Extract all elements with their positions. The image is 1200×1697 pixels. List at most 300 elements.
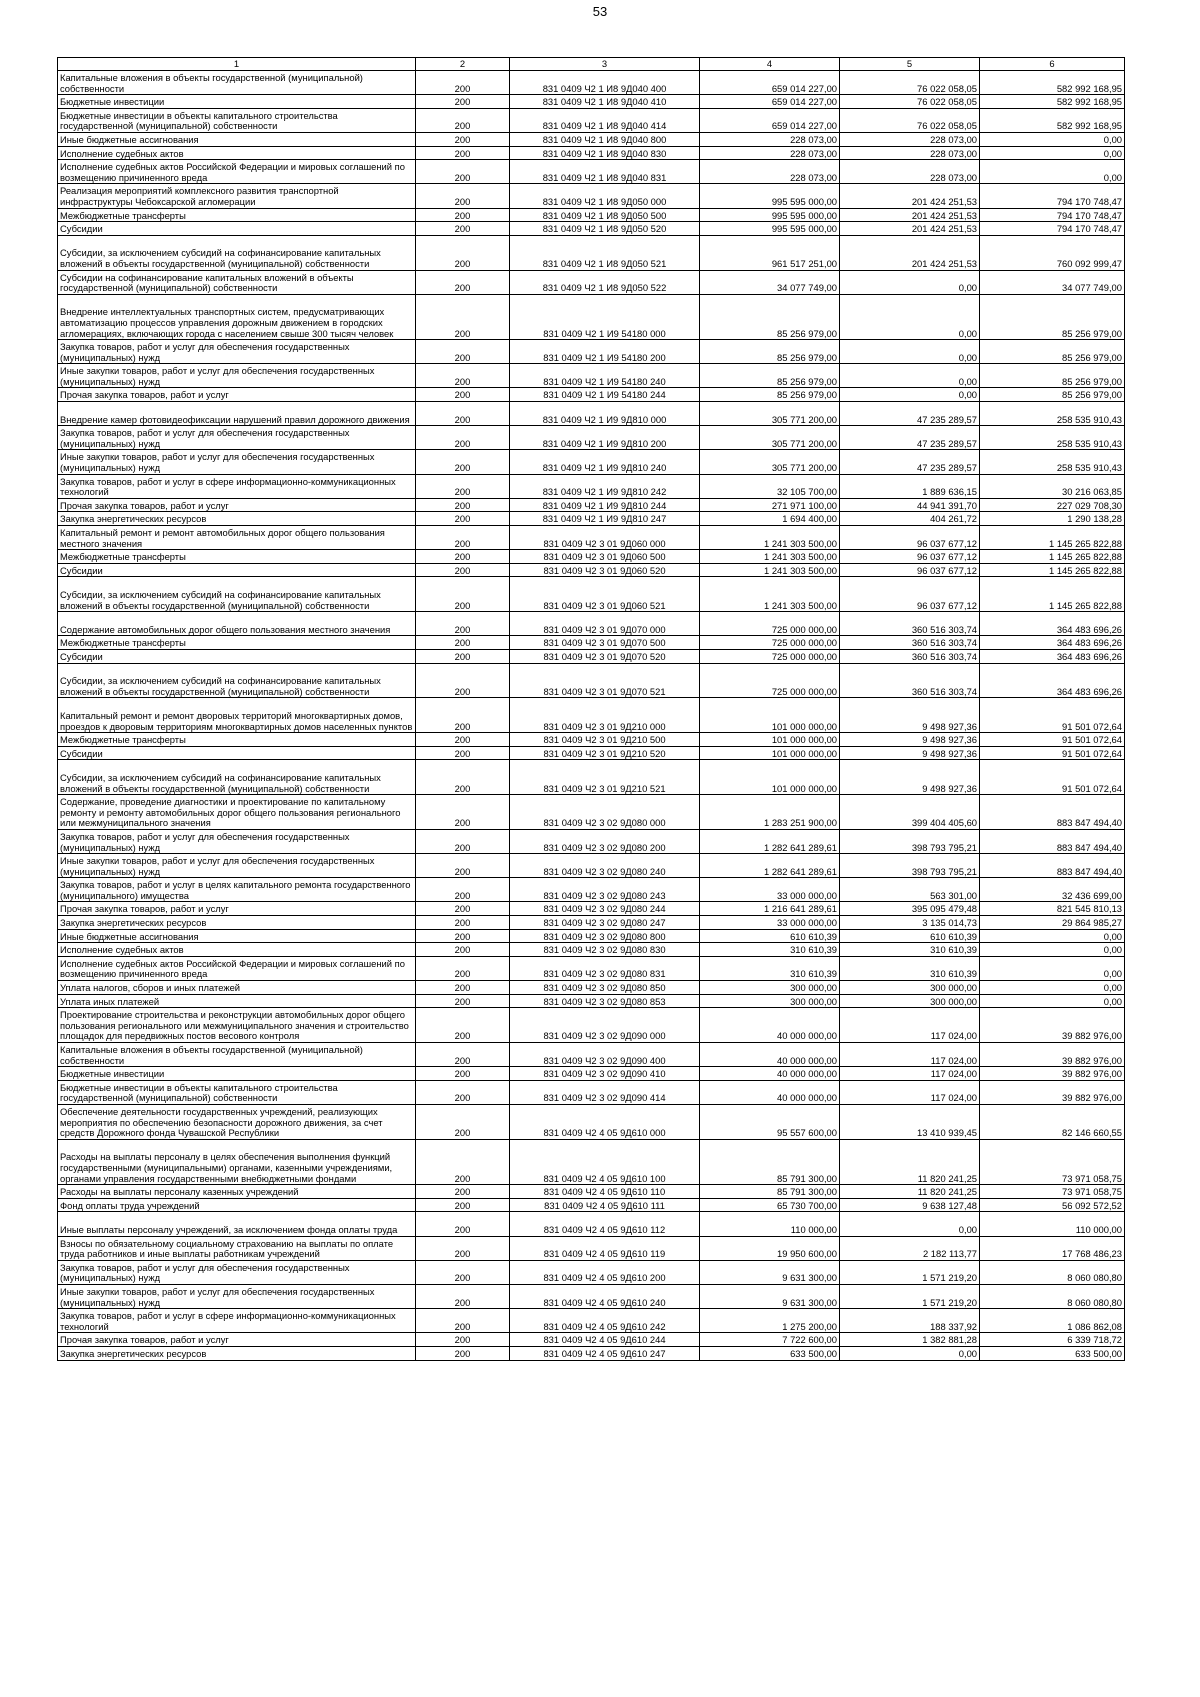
- table-row: [58, 929, 1125, 943]
- row-unexecuted: 91 501 072,64: [980, 746, 1125, 760]
- row-approved: 310 610,39: [700, 956, 840, 980]
- row-approved: 101 000 000,00: [700, 698, 840, 733]
- row-name: Иные бюджетные ассигнования: [58, 929, 416, 943]
- table-row: [58, 450, 1125, 474]
- row-executed: 76 022 058,05: [840, 108, 980, 132]
- row-unexecuted: 1 086 862,08: [980, 1309, 1125, 1333]
- row-budget-code: 831 0409 Ч2 4 05 9Д610 240: [510, 1284, 700, 1308]
- row-name: Субсидии: [58, 649, 416, 663]
- row-code: 200: [416, 994, 510, 1008]
- row-name: Исполнение судебных актов Российской Федерации и мировых соглашений по возмещению причиненного вреда: [58, 160, 416, 184]
- row-name: Субсидии, за исключением субсидий на софинансирование капитальных вложений в объекты государственной (муниципальной) собственности: [58, 663, 416, 698]
- row-name: Бюджетные инвестиции: [58, 95, 416, 109]
- row-executed: 398 793 795,21: [840, 829, 980, 853]
- row-approved: 659 014 227,00: [700, 95, 840, 109]
- column-header-3: 3: [510, 58, 700, 71]
- row-executed: 9 498 927,36: [840, 746, 980, 760]
- row-approved: 85 791 300,00: [700, 1185, 840, 1199]
- row-unexecuted: 582 992 168,95: [980, 108, 1125, 132]
- row-approved: 65 730 700,00: [700, 1198, 840, 1212]
- row-name: Капитальный ремонт и ремонт дворовых территорий многоквартирных домов, проездов к дворовым территориям многоквартирных домов населенных пунктов: [58, 698, 416, 733]
- row-approved: 85 256 979,00: [700, 388, 840, 402]
- row-executed: 11 820 241,25: [840, 1139, 980, 1184]
- row-executed: 0,00: [840, 388, 980, 402]
- table-row: [58, 1284, 1125, 1308]
- table-row: [58, 829, 1125, 853]
- row-executed: 9 498 927,36: [840, 760, 980, 795]
- row-executed: 228 073,00: [840, 146, 980, 160]
- row-unexecuted: 0,00: [980, 146, 1125, 160]
- row-name: Внедрение камер фотовидеофиксации нарушений правил дорожного движения: [58, 402, 416, 426]
- row-approved: 1 241 303 500,00: [700, 526, 840, 550]
- row-unexecuted: 29 864 985,27: [980, 916, 1125, 930]
- row-approved: 633 500,00: [700, 1346, 840, 1360]
- row-name: Субсидии: [58, 222, 416, 236]
- row-budget-code: 831 0409 Ч2 4 05 9Д610 247: [510, 1346, 700, 1360]
- table-row: [58, 1185, 1125, 1199]
- row-budget-code: 831 0409 Ч2 3 02 9Д090 000: [510, 1008, 700, 1043]
- table-row: [58, 994, 1125, 1008]
- row-approved: 1 216 641 289,61: [700, 902, 840, 916]
- table-row: [58, 160, 1125, 184]
- row-unexecuted: 110 000,00: [980, 1212, 1125, 1236]
- row-name: Бюджетные инвестиции в объекты капитального строительства государственной (муниципальной) собственности: [58, 108, 416, 132]
- row-budget-code: 831 0409 Ч2 3 01 9Д070 500: [510, 636, 700, 650]
- row-approved: 305 771 200,00: [700, 426, 840, 450]
- row-approved: 228 073,00: [700, 160, 840, 184]
- table-row: [58, 760, 1125, 795]
- row-executed: 96 037 677,12: [840, 563, 980, 577]
- row-executed: 201 424 251,53: [840, 222, 980, 236]
- row-executed: 310 610,39: [840, 956, 980, 980]
- row-name: Капитальные вложения в объекты государственной (муниципальной) собственности: [58, 1043, 416, 1067]
- row-approved: 1 241 303 500,00: [700, 550, 840, 564]
- row-code: 200: [416, 577, 510, 612]
- row-executed: 610 610,39: [840, 929, 980, 943]
- row-executed: 47 235 289,57: [840, 402, 980, 426]
- row-budget-code: 831 0409 Ч2 3 02 9Д090 414: [510, 1080, 700, 1104]
- row-code: 200: [416, 474, 510, 498]
- row-name: Внедрение интеллектуальных транспортных систем, предусматривающих автоматизацию процессов управления дорожным движением в городских агломерациях, включающих города с населением свыше 300 тысяч человек: [58, 294, 416, 339]
- table-row: [58, 1105, 1125, 1140]
- row-executed: 9 498 927,36: [840, 733, 980, 747]
- row-code: 200: [416, 450, 510, 474]
- row-executed: 395 095 479,48: [840, 902, 980, 916]
- page-number: 53: [592, 4, 608, 19]
- row-code: 200: [416, 746, 510, 760]
- row-code: 200: [416, 698, 510, 733]
- row-executed: 96 037 677,12: [840, 526, 980, 550]
- row-unexecuted: 0,00: [980, 956, 1125, 980]
- row-executed: 9 638 127,48: [840, 1198, 980, 1212]
- table-row: [58, 1260, 1125, 1284]
- row-unexecuted: 883 847 494,40: [980, 854, 1125, 878]
- row-executed: 11 820 241,25: [840, 1185, 980, 1199]
- table-row: [58, 108, 1125, 132]
- row-budget-code: 831 0409 Ч2 3 02 9Д090 410: [510, 1067, 700, 1081]
- row-code: 200: [416, 1105, 510, 1140]
- row-code: 200: [416, 956, 510, 980]
- row-executed: 117 024,00: [840, 1008, 980, 1043]
- row-code: 200: [416, 854, 510, 878]
- row-code: 200: [416, 426, 510, 450]
- row-unexecuted: 821 545 810,13: [980, 902, 1125, 916]
- row-unexecuted: 1 145 265 822,88: [980, 563, 1125, 577]
- row-approved: 961 517 251,00: [700, 235, 840, 270]
- table-row: [58, 474, 1125, 498]
- row-approved: 1 283 251 900,00: [700, 795, 840, 830]
- row-code: 200: [416, 1333, 510, 1347]
- row-approved: 610 610,39: [700, 929, 840, 943]
- row-name: Иные выплаты персоналу учреждений, за исключением фонда оплаты труда: [58, 1212, 416, 1236]
- row-name: Капитальный ремонт и ремонт автомобильных дорог общего пользования местного значения: [58, 526, 416, 550]
- row-code: 200: [416, 760, 510, 795]
- row-approved: 40 000 000,00: [700, 1043, 840, 1067]
- row-name: Закупка товаров, работ и услуг для обеспечения государственных (муниципальных) нужд: [58, 829, 416, 853]
- row-executed: 117 024,00: [840, 1067, 980, 1081]
- row-executed: 310 610,39: [840, 943, 980, 957]
- row-approved: 32 105 700,00: [700, 474, 840, 498]
- row-budget-code: 831 0409 Ч2 3 02 9Д080 247: [510, 916, 700, 930]
- row-budget-code: 831 0409 Ч2 1 И9 9Д810 240: [510, 450, 700, 474]
- row-unexecuted: 39 882 976,00: [980, 1008, 1125, 1043]
- row-approved: 725 000 000,00: [700, 649, 840, 663]
- table-row: [58, 498, 1125, 512]
- row-name: Исполнение судебных актов: [58, 146, 416, 160]
- row-budget-code: 831 0409 Ч2 1 И8 9Д050 500: [510, 208, 700, 222]
- row-executed: 1 382 881,28: [840, 1333, 980, 1347]
- row-approved: 995 595 000,00: [700, 184, 840, 208]
- row-budget-code: 831 0409 Ч2 3 02 9Д080 244: [510, 902, 700, 916]
- row-executed: 1 571 219,20: [840, 1260, 980, 1284]
- row-code: 200: [416, 612, 510, 636]
- row-code: 200: [416, 1198, 510, 1212]
- row-unexecuted: 0,00: [980, 943, 1125, 957]
- row-executed: 9 498 927,36: [840, 698, 980, 733]
- row-approved: 1 275 200,00: [700, 1309, 840, 1333]
- row-budget-code: 831 0409 Ч2 1 И8 9Д050 520: [510, 222, 700, 236]
- row-budget-code: 831 0409 Ч2 1 И9 9Д810 000: [510, 402, 700, 426]
- table-row: [58, 1198, 1125, 1212]
- row-code: 200: [416, 795, 510, 830]
- row-code: 200: [416, 1067, 510, 1081]
- row-code: 200: [416, 1008, 510, 1043]
- row-name: Обеспечение деятельности государственных учреждений, реализующих мероприятия по обеспечению безопасности дорожного движения, за счет средств Дорожного фонда Чувашской Республики: [58, 1105, 416, 1140]
- table-row: [58, 526, 1125, 550]
- row-budget-code: 831 0409 Ч2 3 01 9Д070 520: [510, 649, 700, 663]
- row-executed: 398 793 795,21: [840, 854, 980, 878]
- row-name: Иные закупки товаров, работ и услуг для обеспечения государственных (муниципальных) нужд: [58, 854, 416, 878]
- row-executed: 117 024,00: [840, 1043, 980, 1067]
- row-name: Бюджетные инвестиции в объекты капитального строительства государственной (муниципальной) собственности: [58, 1080, 416, 1104]
- row-name: Закупка товаров, работ и услуг для обеспечения государственных (муниципальных) нужд: [58, 1260, 416, 1284]
- row-code: 200: [416, 1309, 510, 1333]
- row-name: Фонд оплаты труда учреждений: [58, 1198, 416, 1212]
- row-budget-code: 831 0409 Ч2 3 01 9Д060 521: [510, 577, 700, 612]
- row-name: Закупка товаров, работ и услуг в сфере информационно-коммуникационных технологий: [58, 474, 416, 498]
- row-unexecuted: 0,00: [980, 929, 1125, 943]
- table-row: [58, 1236, 1125, 1260]
- row-name: Уплата налогов, сборов и иных платежей: [58, 981, 416, 995]
- row-executed: 76 022 058,05: [840, 71, 980, 95]
- row-approved: 1 282 641 289,61: [700, 854, 840, 878]
- row-unexecuted: 30 216 063,85: [980, 474, 1125, 498]
- row-code: 200: [416, 902, 510, 916]
- row-budget-code: 831 0409 Ч2 1 И8 9Д040 410: [510, 95, 700, 109]
- row-executed: 96 037 677,12: [840, 577, 980, 612]
- row-approved: 725 000 000,00: [700, 612, 840, 636]
- row-budget-code: 831 0409 Ч2 1 И9 54180 000: [510, 294, 700, 339]
- row-name: Субсидии: [58, 563, 416, 577]
- row-executed: 201 424 251,53: [840, 184, 980, 208]
- row-code: 200: [416, 1139, 510, 1184]
- row-name: Расходы на выплаты персоналу в целях обеспечения выполнения функций государственными (муниципальными) органами, казенными учреждениями, органами управления государственными внебюджетными фондами: [58, 1139, 416, 1184]
- row-code: 200: [416, 132, 510, 146]
- row-code: 200: [416, 108, 510, 132]
- row-budget-code: 831 0409 Ч2 1 И8 9Д040 414: [510, 108, 700, 132]
- row-unexecuted: 364 483 696,26: [980, 612, 1125, 636]
- row-name: Реализация мероприятий комплексного развития транспортной инфраструктуры Чебоксарской агломерации: [58, 184, 416, 208]
- row-unexecuted: 91 501 072,64: [980, 760, 1125, 795]
- row-code: 200: [416, 550, 510, 564]
- row-executed: 300 000,00: [840, 994, 980, 1008]
- row-executed: 0,00: [840, 1212, 980, 1236]
- row-executed: 360 516 303,74: [840, 636, 980, 650]
- row-unexecuted: 258 535 910,43: [980, 450, 1125, 474]
- row-executed: 228 073,00: [840, 132, 980, 146]
- row-unexecuted: 39 882 976,00: [980, 1043, 1125, 1067]
- row-executed: 44 941 391,70: [840, 498, 980, 512]
- row-executed: 0,00: [840, 340, 980, 364]
- table-row: [58, 1067, 1125, 1081]
- row-approved: 9 631 300,00: [700, 1284, 840, 1308]
- row-approved: 33 000 000,00: [700, 916, 840, 930]
- row-budget-code: 831 0409 Ч2 3 01 9Д210 500: [510, 733, 700, 747]
- table-row: [58, 426, 1125, 450]
- row-unexecuted: 56 092 572,52: [980, 1198, 1125, 1212]
- row-approved: 85 791 300,00: [700, 1139, 840, 1184]
- row-code: 200: [416, 388, 510, 402]
- row-unexecuted: 32 436 699,00: [980, 878, 1125, 902]
- table-body: [58, 58, 1125, 1361]
- row-code: 200: [416, 71, 510, 95]
- row-unexecuted: 8 060 080,80: [980, 1284, 1125, 1308]
- row-executed: 1 571 219,20: [840, 1284, 980, 1308]
- row-budget-code: 831 0409 Ч2 1 И9 9Д810 242: [510, 474, 700, 498]
- row-unexecuted: 1 145 265 822,88: [980, 526, 1125, 550]
- row-code: 200: [416, 829, 510, 853]
- row-budget-code: 831 0409 Ч2 3 01 9Д210 000: [510, 698, 700, 733]
- row-budget-code: 831 0409 Ч2 1 И9 9Д810 200: [510, 426, 700, 450]
- row-unexecuted: 364 483 696,26: [980, 649, 1125, 663]
- column-header-4: 4: [700, 58, 840, 71]
- row-approved: 101 000 000,00: [700, 733, 840, 747]
- row-unexecuted: 794 170 748,47: [980, 208, 1125, 222]
- row-code: 200: [416, 512, 510, 526]
- row-code: 200: [416, 340, 510, 364]
- row-code: 200: [416, 943, 510, 957]
- row-executed: 228 073,00: [840, 160, 980, 184]
- row-name: Закупка товаров, работ и услуг для обеспечения государственных (муниципальных) нужд: [58, 340, 416, 364]
- row-name: Бюджетные инвестиции: [58, 1067, 416, 1081]
- row-code: 200: [416, 270, 510, 294]
- row-unexecuted: 0,00: [980, 160, 1125, 184]
- row-executed: 404 261,72: [840, 512, 980, 526]
- row-budget-code: 831 0409 Ч2 3 01 9Д210 521: [510, 760, 700, 795]
- row-name: Субсидии, за исключением субсидий на софинансирование капитальных вложений в объекты государственной (муниципальной) собственности: [58, 760, 416, 795]
- row-name: Субсидии на софинансирование капитальных вложений в объекты государственной (муниципальной) собственности: [58, 270, 416, 294]
- row-name: Межбюджетные трансферты: [58, 208, 416, 222]
- row-unexecuted: 91 501 072,64: [980, 733, 1125, 747]
- table-row: [58, 512, 1125, 526]
- row-budget-code: 831 0409 Ч2 1 И8 9Д040 800: [510, 132, 700, 146]
- row-name: Взносы по обязательному социальному страхованию на выплаты по оплате труда работников и иные выплаты работникам учреждений: [58, 1236, 416, 1260]
- column-header-1: 1: [58, 58, 416, 71]
- table-row: [58, 854, 1125, 878]
- table-row: [58, 943, 1125, 957]
- row-approved: 300 000,00: [700, 994, 840, 1008]
- row-unexecuted: 1 145 265 822,88: [980, 550, 1125, 564]
- row-budget-code: 831 0409 Ч2 3 01 9Д060 500: [510, 550, 700, 564]
- row-budget-code: 831 0409 Ч2 3 01 9Д060 000: [510, 526, 700, 550]
- table-row: [58, 612, 1125, 636]
- row-unexecuted: 73 971 058,75: [980, 1185, 1125, 1199]
- row-budget-code: 831 0409 Ч2 4 05 9Д610 244: [510, 1333, 700, 1347]
- row-approved: 1 282 641 289,61: [700, 829, 840, 853]
- row-code: 200: [416, 663, 510, 698]
- table-row: [58, 132, 1125, 146]
- row-budget-code: 831 0409 Ч2 3 01 9Д060 520: [510, 563, 700, 577]
- table-row: [58, 577, 1125, 612]
- row-code: 200: [416, 146, 510, 160]
- row-unexecuted: 883 847 494,40: [980, 829, 1125, 853]
- column-header-2: 2: [416, 58, 510, 71]
- row-approved: 9 631 300,00: [700, 1260, 840, 1284]
- row-executed: 1 889 636,15: [840, 474, 980, 498]
- row-unexecuted: 582 992 168,95: [980, 95, 1125, 109]
- row-budget-code: 831 0409 Ч2 1 И8 9Д050 521: [510, 235, 700, 270]
- row-unexecuted: 794 170 748,47: [980, 222, 1125, 236]
- row-budget-code: 831 0409 Ч2 4 05 9Д610 112: [510, 1212, 700, 1236]
- table-row: [58, 146, 1125, 160]
- row-executed: 13 410 939,45: [840, 1105, 980, 1140]
- row-executed: 563 301,00: [840, 878, 980, 902]
- budget-execution-table: [57, 57, 1125, 1361]
- row-approved: 33 000 000,00: [700, 878, 840, 902]
- row-executed: 300 000,00: [840, 981, 980, 995]
- row-approved: 85 256 979,00: [700, 340, 840, 364]
- row-unexecuted: 85 256 979,00: [980, 294, 1125, 339]
- row-code: 200: [416, 1185, 510, 1199]
- row-approved: 34 077 749,00: [700, 270, 840, 294]
- row-budget-code: 831 0409 Ч2 4 05 9Д610 000: [510, 1105, 700, 1140]
- row-executed: 201 424 251,53: [840, 208, 980, 222]
- row-executed: 96 037 677,12: [840, 550, 980, 564]
- row-name: Прочая закупка товаров, работ и услуг: [58, 388, 416, 402]
- table-row: [58, 222, 1125, 236]
- row-code: 200: [416, 208, 510, 222]
- row-name: Межбюджетные трансферты: [58, 550, 416, 564]
- row-name: Межбюджетные трансферты: [58, 636, 416, 650]
- column-header-5: 5: [840, 58, 980, 71]
- row-name: Закупка товаров, работ и услуг для обеспечения государственных (муниципальных) нужд: [58, 426, 416, 450]
- row-code: 200: [416, 184, 510, 208]
- row-unexecuted: 82 146 660,55: [980, 1105, 1125, 1140]
- row-approved: 85 256 979,00: [700, 364, 840, 388]
- row-approved: 110 000,00: [700, 1212, 840, 1236]
- row-unexecuted: 633 500,00: [980, 1346, 1125, 1360]
- row-unexecuted: 364 483 696,26: [980, 663, 1125, 698]
- row-code: 200: [416, 1236, 510, 1260]
- row-executed: 0,00: [840, 364, 980, 388]
- table-row: [58, 95, 1125, 109]
- row-budget-code: 831 0409 Ч2 1 И8 9Д040 830: [510, 146, 700, 160]
- row-unexecuted: 6 339 718,72: [980, 1333, 1125, 1347]
- row-name: Капитальные вложения в объекты государственной (муниципальной) собственности: [58, 71, 416, 95]
- row-executed: 360 516 303,74: [840, 649, 980, 663]
- column-header-6: 6: [980, 58, 1125, 71]
- row-budget-code: 831 0409 Ч2 3 02 9Д080 800: [510, 929, 700, 943]
- table-row: [58, 71, 1125, 95]
- table-row: [58, 663, 1125, 698]
- row-code: 200: [416, 636, 510, 650]
- row-unexecuted: 85 256 979,00: [980, 388, 1125, 402]
- row-budget-code: 831 0409 Ч2 4 05 9Д610 100: [510, 1139, 700, 1184]
- row-approved: 725 000 000,00: [700, 636, 840, 650]
- row-budget-code: 831 0409 Ч2 3 02 9Д090 400: [510, 1043, 700, 1067]
- row-code: 200: [416, 1080, 510, 1104]
- row-name: Исполнение судебных актов: [58, 943, 416, 957]
- table-row: [58, 956, 1125, 980]
- row-approved: 40 000 000,00: [700, 1080, 840, 1104]
- row-approved: 995 595 000,00: [700, 222, 840, 236]
- table-row: [58, 1212, 1125, 1236]
- row-name: Иные закупки товаров, работ и услуг для обеспечения государственных (муниципальных) нужд: [58, 1284, 416, 1308]
- row-executed: 360 516 303,74: [840, 612, 980, 636]
- row-approved: 300 000,00: [700, 981, 840, 995]
- table-row: [58, 795, 1125, 830]
- row-code: 200: [416, 364, 510, 388]
- table-row: [58, 1309, 1125, 1333]
- row-executed: 47 235 289,57: [840, 450, 980, 474]
- row-approved: 305 771 200,00: [700, 450, 840, 474]
- row-unexecuted: 1 290 138,28: [980, 512, 1125, 526]
- row-unexecuted: 760 092 999,47: [980, 235, 1125, 270]
- row-name: Субсидии: [58, 746, 416, 760]
- row-code: 200: [416, 1212, 510, 1236]
- row-approved: 310 610,39: [700, 943, 840, 957]
- row-name: Содержание, проведение диагностики и проектирование по капитальному ремонту и ремонту автомобильных дорог общего пользования регионального или межмуниципального значения: [58, 795, 416, 830]
- row-code: 200: [416, 649, 510, 663]
- row-budget-code: 831 0409 Ч2 4 05 9Д610 200: [510, 1260, 700, 1284]
- row-unexecuted: 227 029 708,30: [980, 498, 1125, 512]
- row-budget-code: 831 0409 Ч2 4 05 9Д610 242: [510, 1309, 700, 1333]
- row-unexecuted: 794 170 748,47: [980, 184, 1125, 208]
- column-number-header-row: [58, 58, 1125, 71]
- table-row: [58, 563, 1125, 577]
- row-unexecuted: 0,00: [980, 132, 1125, 146]
- row-executed: 201 424 251,53: [840, 235, 980, 270]
- row-code: 200: [416, 878, 510, 902]
- row-approved: 7 722 600,00: [700, 1333, 840, 1347]
- table-row: [58, 649, 1125, 663]
- row-approved: 40 000 000,00: [700, 1008, 840, 1043]
- row-code: 200: [416, 1346, 510, 1360]
- row-budget-code: 831 0409 Ч2 1 И8 9Д050 000: [510, 184, 700, 208]
- row-unexecuted: 258 535 910,43: [980, 402, 1125, 426]
- row-approved: 1 241 303 500,00: [700, 563, 840, 577]
- row-budget-code: 831 0409 Ч2 3 01 9Д210 520: [510, 746, 700, 760]
